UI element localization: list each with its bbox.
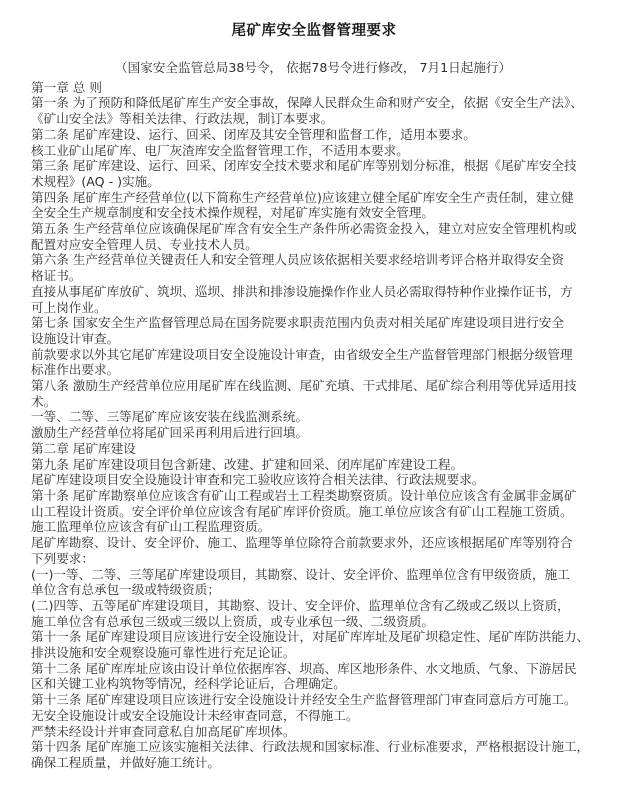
document-line: 术规程》(AQ - )实施。: [31, 173, 160, 189]
document-line: 第十三条 尾矿库建设项目应该进行安全设施设计并经安全生产监督管理部门审查同意后方可施工。: [31, 692, 577, 708]
document-line: 可上岗作业。: [31, 299, 107, 315]
document-line: (一)一等、二等、三等尾矿库建设项目，其勘察、设计、安全评价、监理单位含有甲级资质，施工: [31, 566, 570, 582]
document-body: [0, 76, 628, 771]
document-line: 山工程设计资质。安全评价单位应该含有尾矿库评价资质。施工单位应该含有矿山工程施工资质。: [31, 503, 573, 519]
document-line: 第二章 尾矿库建设: [31, 440, 136, 456]
document-line: 设施设计审查。: [31, 330, 120, 346]
document-line: 第六条 生产经营单位关键责任人和安全管理人员应该依据相关要求经培训考评合格并取得安全资: [31, 252, 564, 268]
document-line: 第一条 为了预防和降低尾矿库生产安全事故，保障人民群众生命和财产安全，依据《安全生产法》、: [31, 95, 583, 111]
document-line: 第十条 尾矿库勘察单位应该含有矿山工程或岩土工程类勘察资质。设计单位应该含有金属非金属矿: [31, 487, 577, 503]
document-line: 配置对应安全管理人员、专业技术人员。: [31, 236, 258, 252]
document-line: 单位含有总承包一级或特级资质；: [31, 582, 220, 598]
document-line: 直接从事尾矿库放矿、筑坝、巡坝、排洪和排渗设施操作作业人员必需取得特种作业操作证书，方: [31, 283, 573, 299]
document-line: 术。: [31, 393, 57, 409]
document-line: 第八条 激励生产经营单位应用尾矿库在线监测、尾矿充填、干式排尾、尾矿综合利用等优异适用技: [31, 378, 577, 394]
document-line: 格证书。: [31, 268, 82, 284]
document-line: 排洪设施和安全观察设施可靠性进行充足论证。: [31, 645, 296, 661]
document-line: 严禁未经设计并审查同意私自加高尾矿库坝体。: [31, 723, 296, 739]
document-line: 第二条 尾矿库建设、运行、回采、闭库及其安全管理和监督工作，适用本要求。: [31, 126, 476, 142]
document-line: 区和关键工业构筑物等情况，经科学论证后，合理确定。: [31, 676, 346, 692]
document-line: 第十一条 尾矿库建设项目应该进行安全设施设计，对尾矿库库址及尾矿坝稳定性、尾矿库防洪能力、: [31, 629, 590, 645]
document-line: 核工业矿山尾矿库、电厂灰渣库安全监督管理工作，不适用本要求。: [31, 142, 409, 158]
document-line: 标准作出要求。: [31, 362, 120, 378]
document-line: 激励生产经营单位将尾矿回采再利用后进行回填。: [31, 425, 309, 441]
document-line: 第四条 尾矿库生产经营单位(以下简称生产经营单位)应该建立健全尾矿库安全生产责任制，建立健: [31, 189, 574, 205]
document-line: 尾矿库建设项目安全设施设计审查和完工验收应该符合相关法律、行政法规要求。: [31, 472, 485, 488]
document-line: 确保工程质量，并做好施工统计。: [31, 754, 220, 770]
document-line: 尾矿库勘察、设计、安全评价、施工、监理等单位除符合前款要求外，还应该根据尾矿库等别符合: [31, 535, 573, 551]
document-line: 第一章 总 则: [31, 79, 102, 95]
page-title: 尾矿库安全监督管理要求: [231, 23, 397, 39]
document-line: 下列要求：: [31, 550, 94, 566]
document-line: 第九条 尾矿库建设项目包含新建、改建、扩建和回采、闭库尾矿库建设工程。: [31, 456, 464, 472]
document-line: 第七条 国家安全生产监督管理总局在国务院要求职责范围内负责对相关尾矿库建设项目进行安全: [31, 315, 564, 331]
document-line: (二)四等、五等尾矿库建设项目，其勘察、设计、安全评价、监理单位含有乙级或乙级以上资质，: [31, 597, 570, 613]
document-line: 全安全生产规章制度和安全技术操作规程，对尾矿库实施有效安全管理。: [31, 205, 434, 221]
document-line: 第三条 尾矿库建设、运行、回采、闭库安全技术要求和尾矿库等别划分标准，根据《尾矿库安全技: [31, 158, 577, 174]
document-line: 一等、二等、三等尾矿库应该安装在线监测系统。: [31, 409, 309, 425]
document-line: 无安全设施设计或安全设施设计未经审查同意，不得施工。: [31, 707, 359, 723]
document-line: 前款要求以外其它尾矿库建设项目安全设施设计审查，由省级安全生产监督管理部门根据分级管理: [31, 346, 573, 362]
document-subtitle: （国家安全监管总局38号令， 依据78号令进行修改， 7月1日起施行）: [115, 60, 512, 75]
document-line: 《矿山安全法》等相关法律、行政法规，制订本要求。: [31, 111, 334, 127]
document-line: 施工单位含有总承包三级或三级以上资质，或专业承包一级、二级资质。: [31, 613, 434, 629]
document-line: 第五条 生产经营单位应该确保尾矿库含有安全生产条件所必需资金投入，建立对应安全管理机构或: [31, 221, 577, 237]
document-line: 第十二条 尾矿库库址应该由设计单位依据库容、坝高、库区地形条件、水文地质、气象、下游居民: [31, 660, 577, 676]
document-line: 施工监理单位应该含有矿山工程监理资质。: [31, 519, 271, 535]
document-line: 第十四条 尾矿库施工应该实施相关法律、行政法规和国家标准、行业标准要求，严格根据设计施工，: [31, 739, 590, 755]
